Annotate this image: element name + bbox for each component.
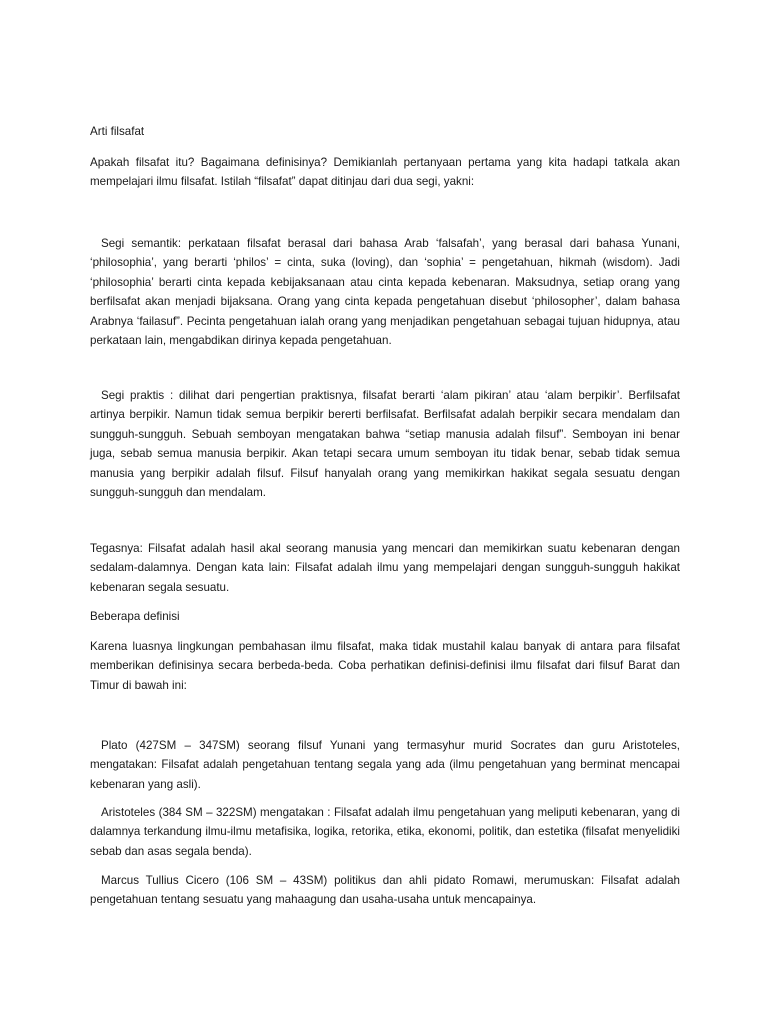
paragraph-aristoteles: Aristoteles (384 SM – 322SM) mengatakan : Filsafat adalah ilmu pengetahuan yang meliputi kebenaran, yang di dalamnya terkandung ilmu-ilmu metafisika, logika, retorika, etika, ekonomi, politik, dan estetika (filsafat menyelidiki sebab dan asas segala benda). [90,806,680,858]
paragraph-plato: Plato (427SM – 347SM) seorang filsuf Yunani yang termasyhur murid Socrates dan guru Aristoteles, mengatakan: Filsafat adalah pengetahuan tentang segala yang ada (ilmu pengetahuan yang berminat mencapai kebenaran yang asli). [90,739,680,791]
paragraph-karena: Karena luasnya lingkungan pembahasan ilmu filsafat, maka tidak mustahil kalau banyak di antara para filsafat memberikan definisinya secara berbeda-beda. Coba perhatikan definisi-definisi ilmu filsafat dari filsuf Barat dan Timur di bawah ini: [90,640,680,692]
heading-arti-filsafat: Arti filsafat [90,125,145,138]
paragraph-segi-semantik: Segi semantik: perkataan filsafat berasal dari bahasa Arab ‘falsafah’, yang berasal dari bahasa Yunani, ‘philosophia’, yang berarti ‘philos’ = cinta, suka (loving), dan ‘sophia’ = pengetahuan, hikmah (wisdom). Jadi ‘philosophia’ berarti cinta kepada kebijaksanaan atau cinta kepada kebenaran. Maksudnya, setiap orang yang berfilsafat akan menjadi bijaksana. Orang yang cinta kepada pengetahuan disebut ‘philosopher’, dalam bahasa Arabnya ‘failasuf”. Pecinta pengetahuan ialah orang yang menjadikan pengetahuan sebagai tujuan hidupnya, atau perkataan lain, mengabdikan dirinya kepada pengetahuan. [90,237,680,348]
paragraph-cicero: Marcus Tullius Cicero (106 SM – 43SM) politikus dan ahli pidato Romawi, merumuskan: Filsafat adalah pengetahuan tentang sesuatu yang mahaagung dan usaha-usaha untuk mencapainya. [90,874,680,907]
heading-beberapa-definisi: Beberapa definisi [90,610,180,623]
paragraph-intro: Apakah filsafat itu? Bagaimana definisinya? Demikianlah pertanyaan pertama yang kita hadapi tatkala akan mempelajari ilmu filsafat. Istilah “filsafat” dapat ditinjau dari dua segi, yakni: [90,156,680,189]
paragraph-tegasnya: Tegasnya: Filsafat adalah hasil akal seorang manusia yang mencari dan memikirkan suatu kebenaran dengan sedalam-dalamnya. Dengan kata lain: Filsafat adalah ilmu yang mempelajari dengan sungguh-sungguh hakikat kebenaran segala sesuatu. [90,542,680,594]
paragraph-segi-praktis: Segi praktis : dilihat dari pengertian praktisnya, filsafat berarti ‘alam pikiran’ atau ‘alam berpikir’. Berfilsafat artinya berpikir. Namun tidak semua berpikir bererti berfilsafat. Berfilsafat adalah berpikir secara mendalam dan sungguh-sungguh. Sebuah semboyan mengatakan bahwa “setiap manusia adalah filsuf”. Semboyan ini benar juga, sebab semua manusia berpikir. Akan tetapi secara umum semboyan itu tidak benar, sebab tidak semua manusia yang berpikir adalah filsuf. Filsuf hanyalah orang yang memikirkan hakikat segala sesuatu dengan sungguh-sungguh dan mendalam. [90,389,680,500]
